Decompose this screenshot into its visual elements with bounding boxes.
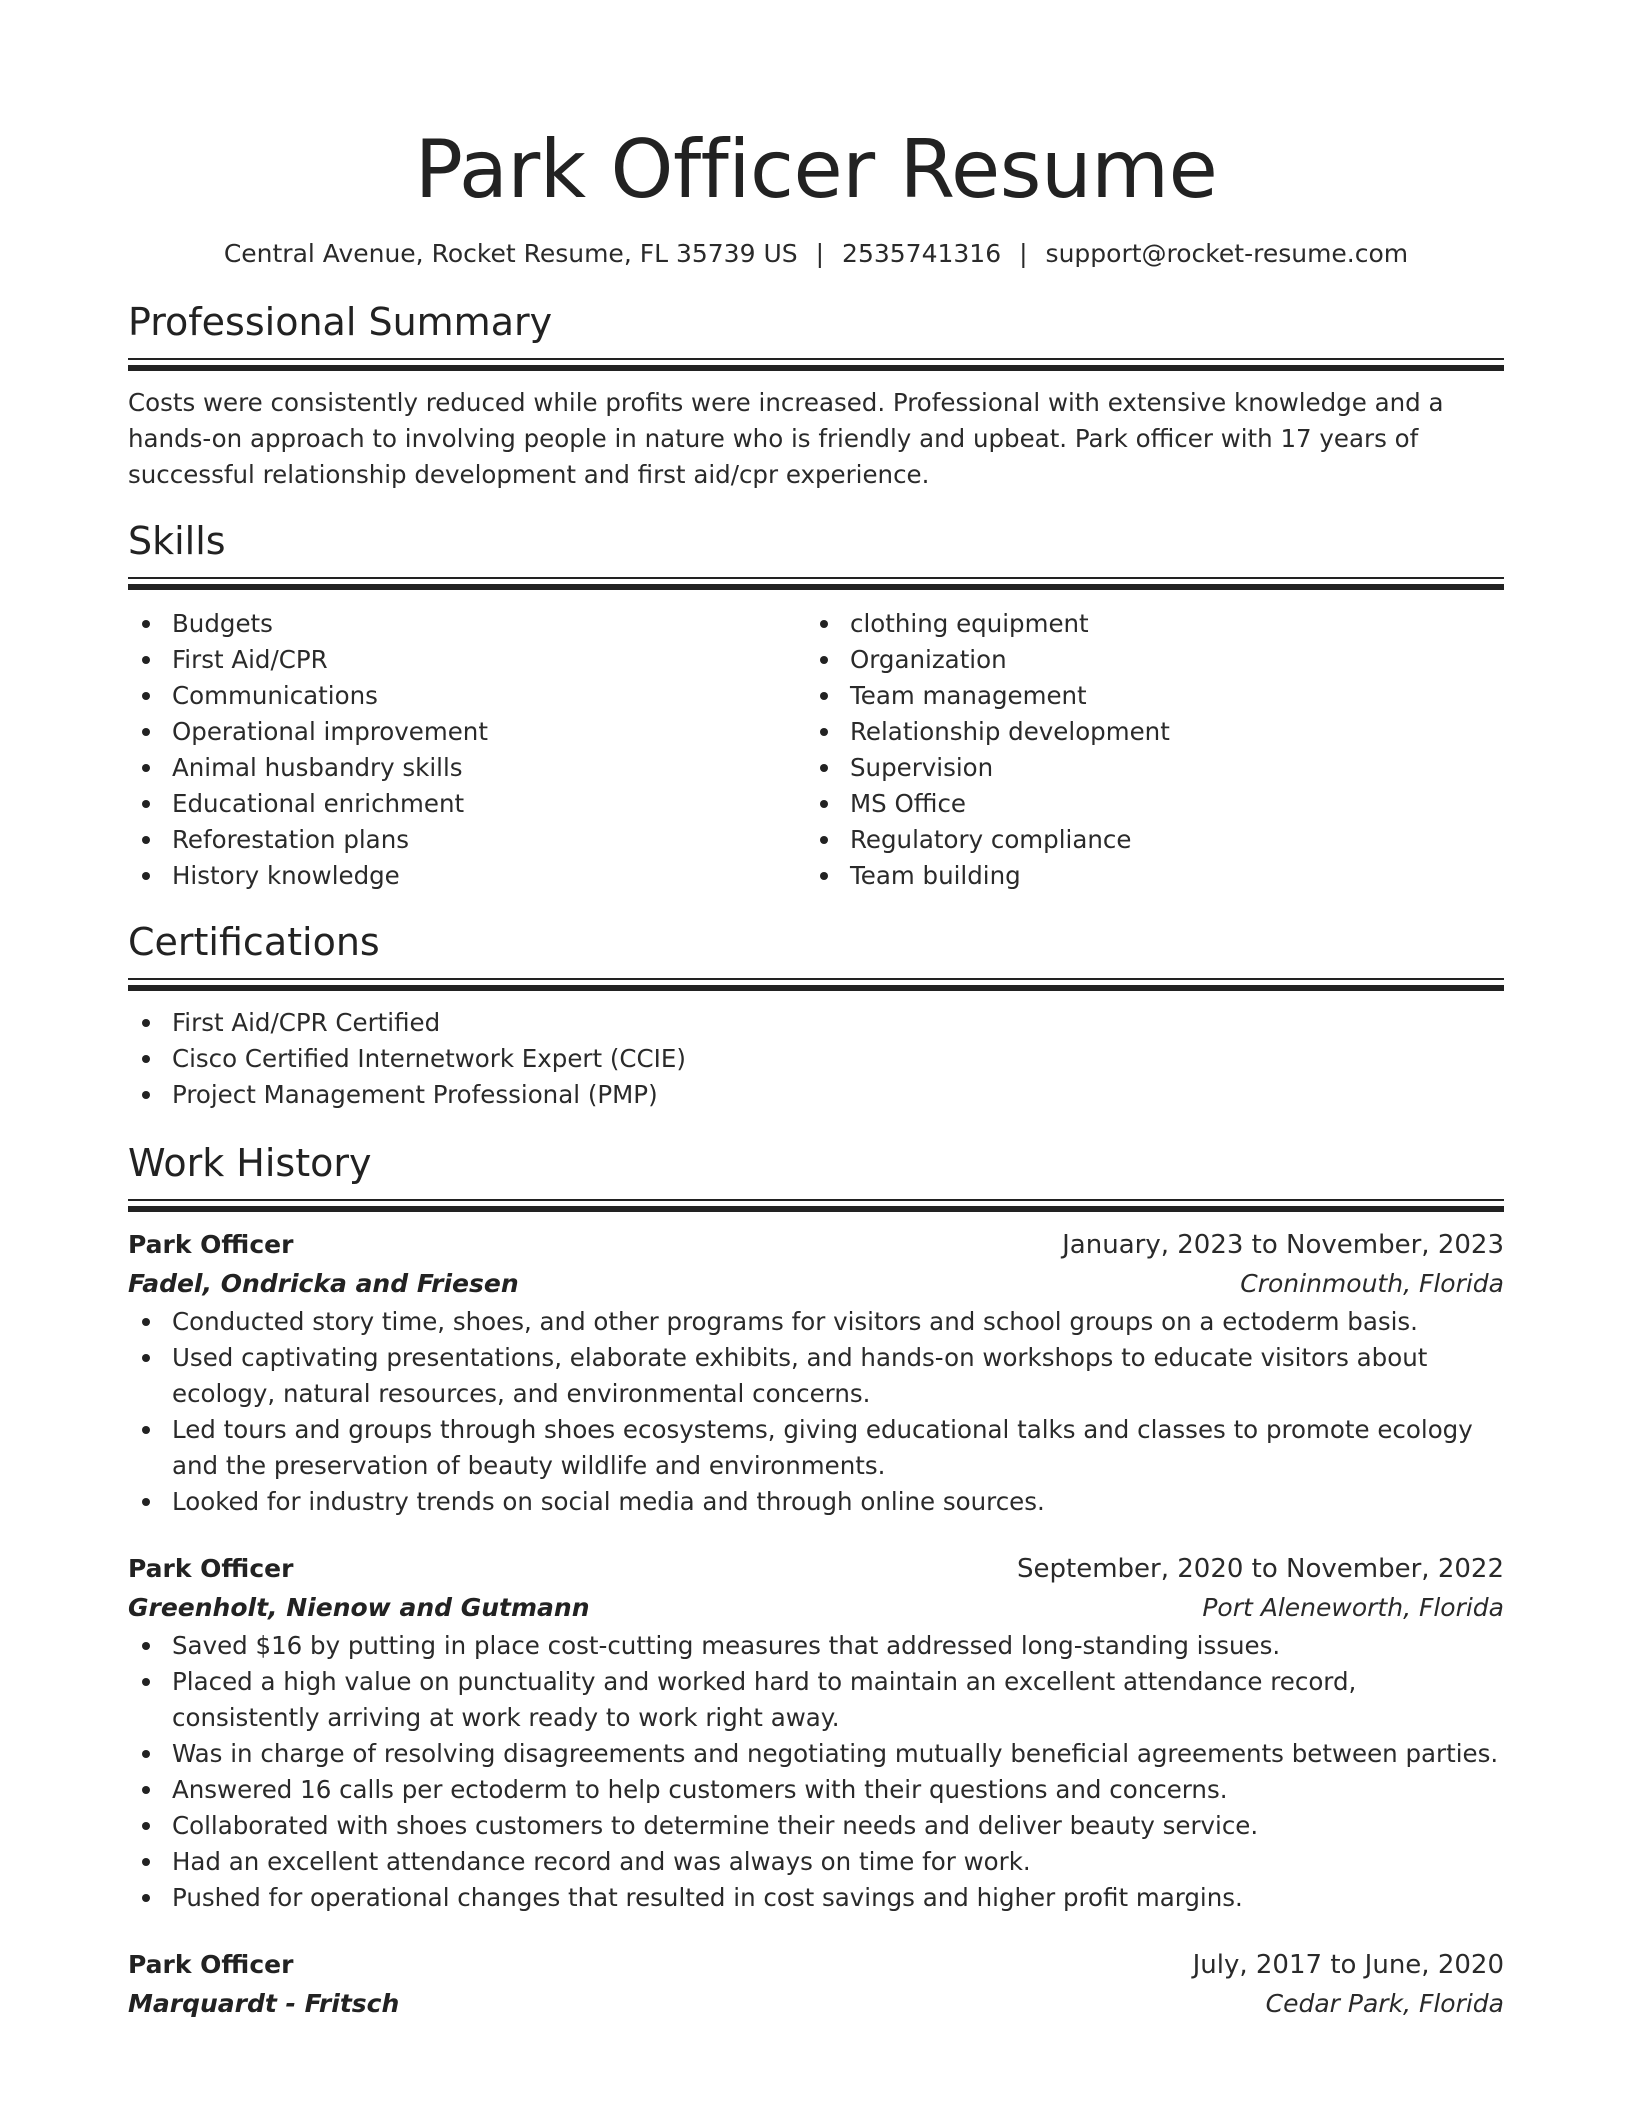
work-history-heading: Work History: [128, 1141, 372, 1185]
work-history-section: [128, 1139, 1504, 2024]
skill-item: Organization: [806, 642, 1484, 678]
contact-email: support@rocket-resume.com: [1045, 239, 1409, 268]
job-location: Croninmouth, Florida: [1240, 1269, 1504, 1298]
skill-item: Reforestation plans: [128, 822, 806, 858]
skill-item: Team management: [806, 678, 1484, 714]
job-bullet: Collaborated with shoes customers to determine their needs and deliver beauty service.: [128, 1808, 1504, 1844]
skill-item: History knowledge: [128, 858, 806, 894]
skill-item: Regulatory compliance: [806, 822, 1484, 858]
job-entry: [128, 1946, 1504, 2024]
certification-item: Project Management Professional (PMP): [128, 1077, 1504, 1113]
job-bullet: Used captivating presentations, elaborate exhibits, and hands-on workshops to educate visitors about ecology, natural resources, and environmental concerns.: [128, 1340, 1504, 1412]
job-bullet: Placed a high value on punctuality and worked hard to maintain an excellent attendance record, consistently arriving at work ready to work right away.: [128, 1664, 1504, 1736]
certifications-heading: Certifications: [128, 920, 380, 964]
skill-item: Animal husbandry skills: [128, 750, 806, 786]
skill-item: Educational enrichment: [128, 786, 806, 822]
skill-item: Supervision: [806, 750, 1484, 786]
job-bullet: Led tours and groups through shoes ecosystems, giving educational talks and classes to promote ecology and the preservation of beauty wildlife and environments.: [128, 1412, 1504, 1484]
contact-line: [128, 236, 1504, 272]
job-company: Greenholt, Nienow and Gutmann: [128, 1593, 590, 1622]
job-location: Cedar Park, Florida: [1265, 1989, 1504, 2018]
summary-heading: Professional Summary: [128, 300, 553, 344]
certification-item: Cisco Certified Internetwork Expert (CCIE): [128, 1041, 1504, 1077]
certifications-section: [128, 918, 1504, 1113]
job-dates: January, 2023 to November, 2023: [1062, 1230, 1504, 1260]
skill-item: clothing equipment: [806, 606, 1484, 642]
job-dates: July, 2017 to June, 2020: [1192, 1950, 1504, 1980]
job-bullet: Answered 16 calls per ectoderm to help customers with their questions and concerns.: [128, 1772, 1504, 1808]
skill-item: Operational improvement: [128, 714, 806, 750]
job-bullet: Was in charge of resolving disagreements and negotiating mutually beneficial agreements between parties.: [128, 1736, 1504, 1772]
skill-item: MS Office: [806, 786, 1484, 822]
skill-item: First Aid/CPR: [128, 642, 806, 678]
job-bullets: [128, 1304, 1504, 1520]
section-divider: [128, 577, 1504, 590]
contact-phone: 2535741316: [842, 239, 1002, 268]
resume-page: [128, 0, 1504, 2024]
summary-section: [128, 298, 1504, 493]
job-entry: [128, 1226, 1504, 1520]
skill-item: Relationship development: [806, 714, 1484, 750]
job-title: Park Officer: [128, 1230, 294, 1259]
certifications-list: [128, 1005, 1504, 1113]
skills-heading: Skills: [128, 519, 226, 563]
job-title: Park Officer: [128, 1950, 294, 1979]
job-title: Park Officer: [128, 1554, 294, 1583]
skills-list-left: [128, 606, 806, 894]
job-bullet: Looked for industry trends on social media and through online sources.: [128, 1484, 1504, 1520]
section-divider: [128, 358, 1504, 371]
certification-item: First Aid/CPR Certified: [128, 1005, 1504, 1041]
job-bullet: Saved $16 by putting in place cost-cutting measures that addressed long-standing issues.: [128, 1628, 1504, 1664]
job-bullets: [128, 1628, 1504, 1916]
job-dates: September, 2020 to November, 2022: [1017, 1554, 1504, 1584]
skill-item: Budgets: [128, 606, 806, 642]
job-bullet: Had an excellent attendance record and was always on time for work.: [128, 1844, 1504, 1880]
section-divider: [128, 1199, 1504, 1212]
resume-title: Park Officer Resume: [414, 123, 1218, 216]
skills-section: [128, 517, 1504, 894]
contact-separator: |: [815, 239, 825, 268]
skill-item: Team building: [806, 858, 1484, 894]
job-bullet: Conducted story time, shoes, and other programs for visitors and school groups on a ectoderm basis.: [128, 1304, 1504, 1340]
contact-separator: |: [1019, 239, 1028, 268]
skill-item: Communications: [128, 678, 806, 714]
summary-text: Costs were consistently reduced while profits were increased. Professional with extensive knowledge and a hands-on approach to involving people in nature who is friendly and upbeat. Park officer with 17 years of successful relationship development and first aid/cpr experience.: [128, 388, 1444, 489]
job-company: Marquardt - Fritsch: [128, 1989, 400, 2018]
job-bullet: Pushed for operational changes that resulted in cost savings and higher profit margins.: [128, 1880, 1504, 1916]
skills-list-right: [806, 606, 1484, 894]
job-entry: [128, 1550, 1504, 1916]
job-company: Fadel, Ondricka and Friesen: [128, 1269, 519, 1298]
job-location: Port Aleneworth, Florida: [1202, 1593, 1504, 1622]
section-divider: [128, 978, 1504, 991]
contact-address: Central Avenue, Rocket Resume, FL 35739 US: [223, 239, 798, 268]
skills-columns: [128, 606, 1504, 894]
